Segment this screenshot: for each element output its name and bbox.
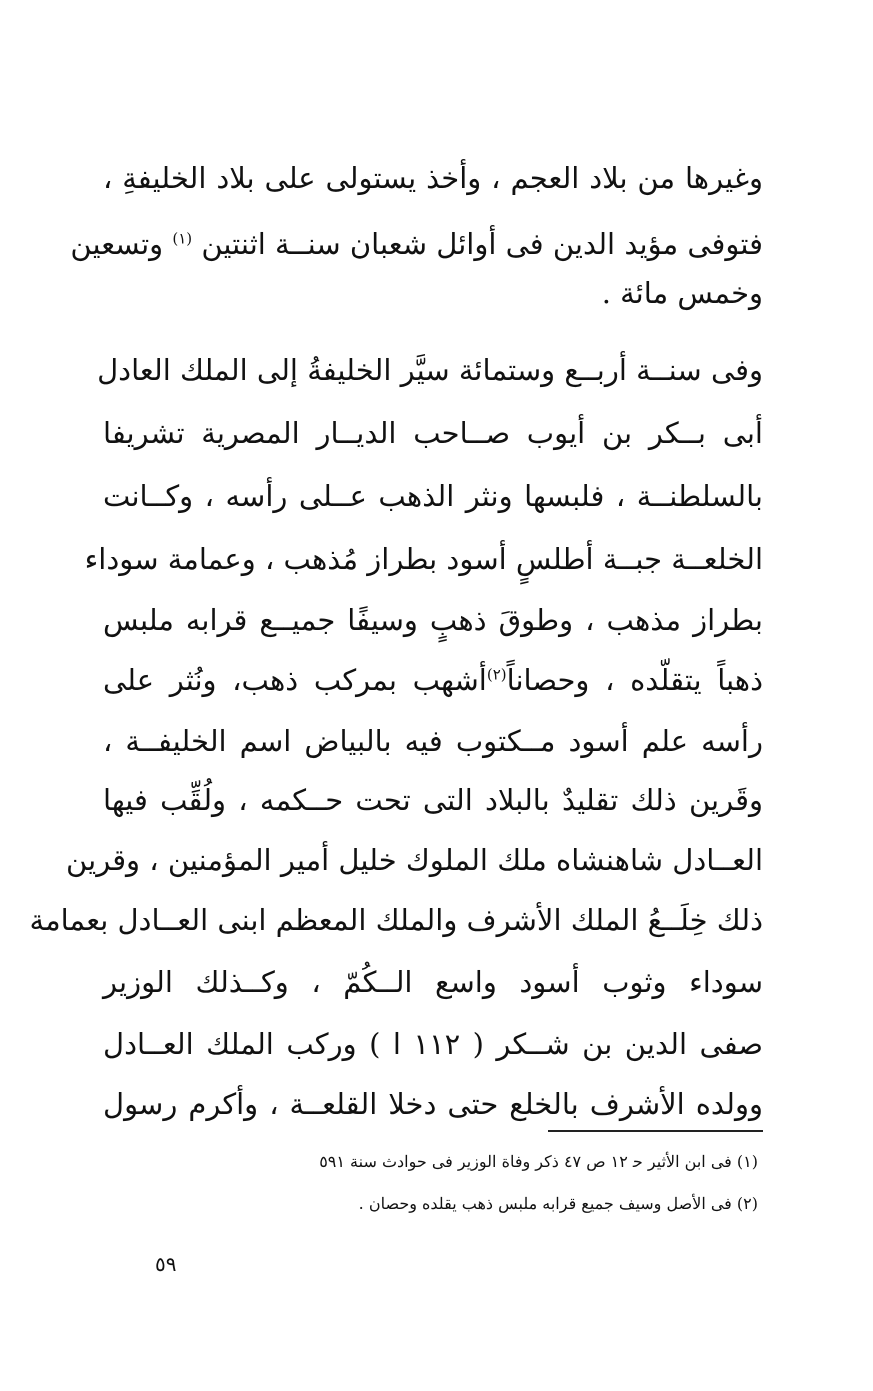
text-line: الخلعــة جبــة أطلسٍ أسود بطراز مُذهب ، وعمامة سوداء bbox=[84, 542, 763, 576]
text-line: وغيرها من بلاد العجم ، وأخذ يستولى على بلاد الخليفةِ ، bbox=[103, 161, 763, 195]
footnote-marker-2: (٢) bbox=[486, 665, 507, 684]
footnote-marker-1: (١) bbox=[172, 229, 193, 248]
text-line bbox=[70, 224, 763, 264]
footnote-separator bbox=[548, 1130, 763, 1132]
page-number: ٥٩ bbox=[155, 1252, 177, 1276]
text-segment: فتوفى مؤيد الدين فى أوائل شعبان سنــة اثنتين bbox=[201, 227, 763, 261]
text-line: بطراز مذهب ، وطوقَ ذهبٍ وسيفًا جميــع قرابه ملبس bbox=[103, 603, 763, 637]
text-line: ذلك خِلَــعُ الملك الأشرف والملك المعظم ابنى العــادل بعمامة bbox=[29, 903, 763, 937]
text-line: وقَرين ذلك تقليدٌ بالبلاد التى تحت حــكمه ، ولُقِّب فيها bbox=[103, 783, 763, 817]
text-line: العــادل شاهنشاه ملك الملوك خليل أمير المؤمنين ، وقرين bbox=[66, 843, 763, 877]
footnote-1: (١) فى ابن الأثير ﺣ ١٢ ص ٤٧ ذكر وفاة الوزير فى حوادث سنة ٥٩١ bbox=[319, 1152, 758, 1171]
text-line: بالسلطنــة ، فلبسها ونثر الذهب عــلى رأسه ، وكــانت bbox=[103, 479, 763, 513]
text-segment: أشهب بمركب ذهب، ونُثر على bbox=[103, 663, 487, 697]
text-segment: وتسعين bbox=[70, 227, 164, 261]
text-line: سوداء وثوب أسود واسع الــكُمّ ، وكــذلك الوزير bbox=[103, 965, 763, 999]
text-line: وخمس مائة . bbox=[601, 276, 763, 310]
text-line: رأسه علم أسود مــكتوب فيه بالبياض اسم الخليفــة ، bbox=[103, 724, 763, 758]
text-line bbox=[103, 660, 763, 700]
text-line: وفى سنــة أربــع وستمائة سيَّر الخليفةُ إلى الملك العادل bbox=[97, 353, 763, 387]
text-line: أبى بــكر بن أيوب صــاحب الديــار المصرية تشريفا bbox=[103, 416, 763, 450]
footnote-2: (٢) فى الأصل وسيف جميع قرابه ملبس ذهب يقلده وحصان . bbox=[358, 1194, 758, 1213]
text-line: وولده الأشرف بالخلع حتى دخلا القلعــة ، وأكرم رسول bbox=[103, 1087, 763, 1121]
text-segment: ذهباً يتقلّده ، وحصاناً bbox=[506, 663, 764, 697]
text-line: صفى الدين بن شــكر ( ١١٢ ا ) وركب الملك العــادل bbox=[103, 1027, 764, 1061]
